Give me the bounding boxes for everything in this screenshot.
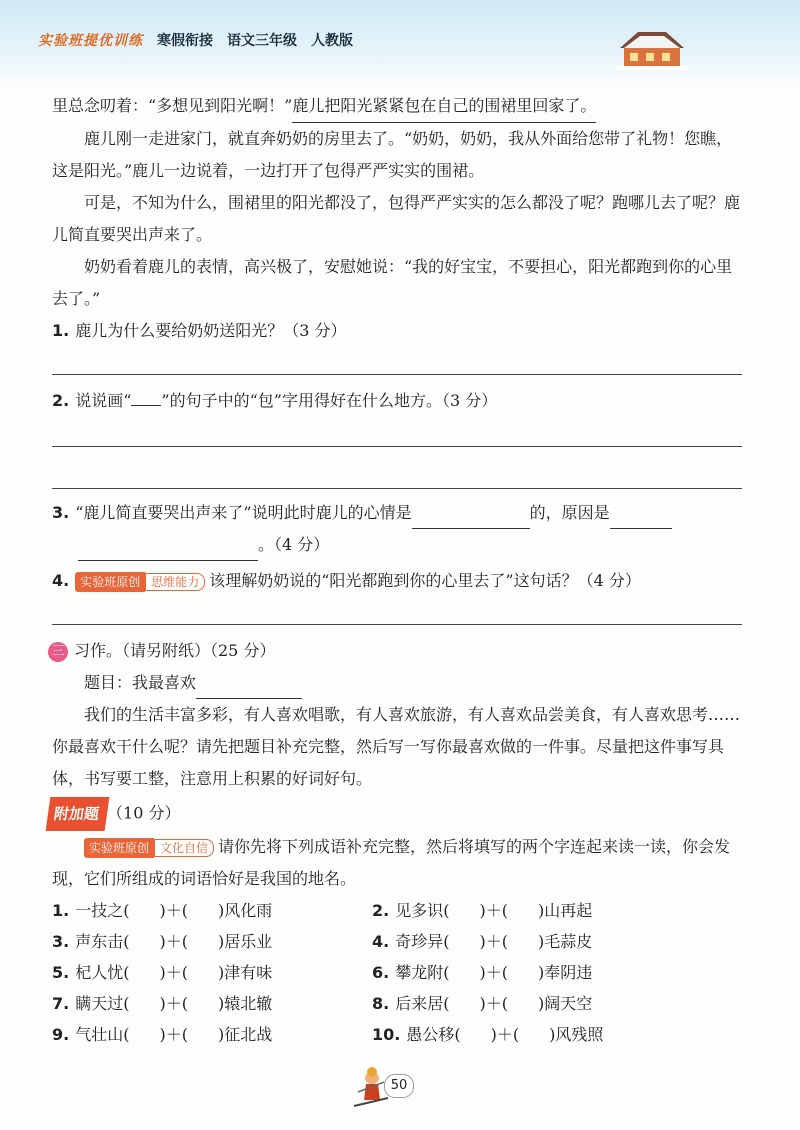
culture-tag: 文化自信 bbox=[154, 839, 214, 857]
question-3 bbox=[52, 497, 742, 529]
idiom-item: 7. 瞒天过( )＋( )辕北辙 bbox=[52, 994, 273, 1013]
header-subtitle: 寒假衔接 bbox=[157, 33, 213, 49]
answer-line[interactable] bbox=[52, 445, 742, 447]
question-2 bbox=[52, 385, 742, 417]
passage-p1: 鹿儿刚一走进家门，就直奔奶奶的房里去了。“奶奶，奶奶，我从外面给您带了礼物！您瞧，这是阳光。”鹿儿一边说着，一边打开了包得严严实实的围裙。 bbox=[52, 129, 733, 180]
question-text: “鹿儿简直要哭出声来了”说明此时鹿儿的心情是 bbox=[75, 503, 412, 522]
answer-line[interactable] bbox=[52, 487, 742, 489]
house-icon bbox=[616, 28, 688, 70]
idiom-item: 3. 声东击( )＋( )居乐业 bbox=[52, 932, 273, 951]
question-text-c: 。（4 分） bbox=[258, 535, 330, 554]
question-text-b: ”的句子中的“包”字用得好在什么地方。（3 分） bbox=[161, 391, 498, 410]
question-text-b: 的，原因是 bbox=[529, 503, 610, 522]
question-number: 1. bbox=[52, 321, 70, 340]
essay-instructions: 我们的生活丰富多彩，有人喜欢唱歌，有人喜欢旅游，有人喜欢品尝美食，有人喜欢思考……你最喜欢干什么呢？请先把题目补充完整，然后写一写你最喜欢做的一件事。尽量把这件事写具体，书写要工整，注意用上积累的好词好句。 bbox=[52, 705, 741, 788]
section-title: 习作。（请另附纸）（25 分） bbox=[74, 641, 276, 660]
underline-mark bbox=[131, 405, 161, 406]
header-edition: 人教版 bbox=[311, 33, 353, 49]
question-text: 说说画“ bbox=[75, 391, 132, 410]
passage-p3: 奶奶看着鹿儿的表情，高兴极了，安慰她说：“我的好宝宝，不要担心，阳光都跑到你的心里去了。” bbox=[52, 257, 733, 308]
question-1 bbox=[52, 315, 742, 347]
page-number: 50 bbox=[384, 1074, 414, 1098]
essay-topic bbox=[84, 667, 742, 699]
blank-reason[interactable] bbox=[610, 508, 672, 529]
question-3-cont bbox=[52, 529, 742, 561]
answer-line[interactable] bbox=[52, 623, 742, 625]
skill-tag: 思维能力 bbox=[145, 573, 205, 591]
underlined-sentence: 鹿儿把阳光紧紧包在自己的围裙里回家了。 bbox=[292, 90, 596, 123]
question-text: 鹿儿为什么要给奶奶送阳光？（3 分） bbox=[75, 321, 347, 340]
worksheet-content bbox=[52, 90, 742, 1050]
idiom-item: 4. 奇珍异( )＋( )毛蒜皮 bbox=[372, 932, 593, 951]
answer-line[interactable] bbox=[52, 373, 742, 375]
blank-reason-cont[interactable] bbox=[78, 540, 258, 561]
passage-p0 bbox=[52, 90, 742, 123]
instruction-text: 请你先将下列成语补充完整，然后将填写的两个字连起来读一读，你会发现，它们所组成的词语恰好是我国的地名。 bbox=[52, 837, 731, 888]
section-badge: 三 bbox=[48, 642, 68, 662]
blank-mood[interactable] bbox=[412, 508, 530, 529]
passage-p2: 可是，不知为什么，围裙里的阳光都没了，包得严严实实的怎么都没了呢？跑哪儿去了呢？鹿儿简直要哭出声来了。 bbox=[52, 193, 741, 244]
extra-score: （10 分） bbox=[107, 803, 181, 823]
idiom-item: 6. 攀龙附( )＋( )奉阴违 bbox=[372, 963, 593, 982]
page-header bbox=[0, 0, 800, 88]
question-number: 4. bbox=[52, 571, 70, 590]
topic-blank[interactable] bbox=[196, 678, 302, 699]
original-tag: 实验班原创 bbox=[84, 838, 154, 858]
idiom-item: 1. 一技之( )＋( )风化雨 bbox=[52, 901, 273, 920]
extra-title bbox=[48, 797, 742, 831]
header-text bbox=[38, 30, 353, 50]
header-grade: 语文三年级 bbox=[227, 33, 297, 49]
question-4 bbox=[52, 565, 742, 597]
idiom-item: 2. 见多识( )＋( )山再起 bbox=[372, 901, 593, 920]
passage-p0-text: 里总念叨着：“多想见到阳光啊！” bbox=[52, 96, 293, 115]
idiom-item: 5. 杞人忧( )＋( )津有味 bbox=[52, 963, 273, 982]
extra-badge: 附加题 bbox=[46, 797, 110, 831]
section-3-title bbox=[48, 635, 742, 667]
original-tag: 实验班原创 bbox=[75, 572, 145, 592]
extra-instructions bbox=[52, 831, 742, 895]
question-text: 该理解奶奶说的“阳光都跑到你的心里去了”这句话？（4 分） bbox=[209, 571, 641, 590]
question-number: 3. bbox=[52, 503, 70, 522]
brand-title: 实验班提优训练 bbox=[38, 33, 143, 49]
idiom-grid bbox=[52, 895, 742, 1050]
topic-text: 题目：我最喜欢 bbox=[84, 673, 197, 692]
idiom-item: 8. 后来居( )＋( )阔天空 bbox=[372, 994, 593, 1013]
question-number: 2. bbox=[52, 391, 70, 410]
idiom-item: 10. 愚公移( )＋( )风残照 bbox=[372, 1025, 604, 1044]
idiom-item: 9. 气壮山( )＋( )征北战 bbox=[52, 1025, 273, 1044]
